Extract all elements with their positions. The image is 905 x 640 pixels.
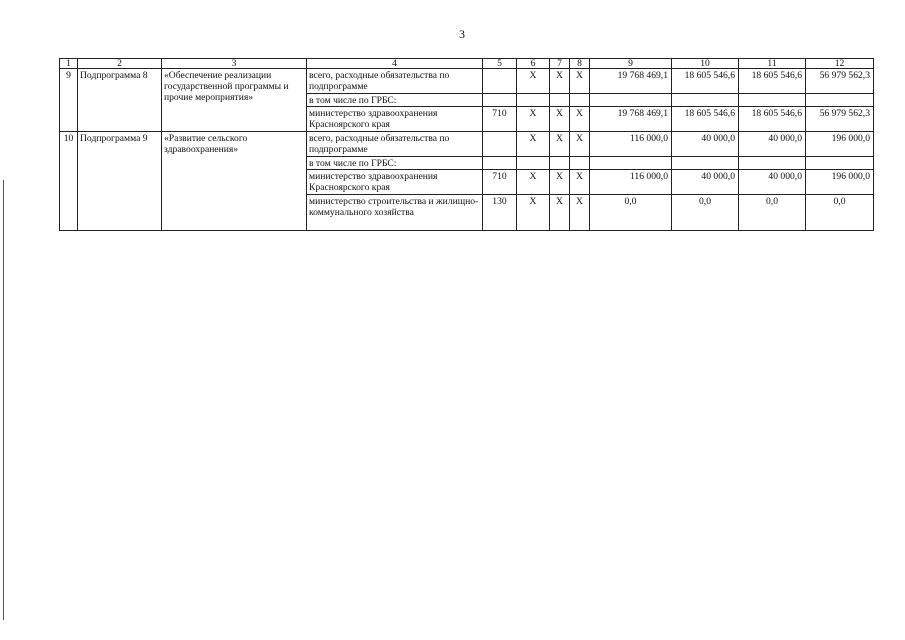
amount-cell: 0,0 (672, 195, 739, 231)
header-cell: 6 (517, 59, 550, 69)
expense-description: всего, расходные обязательства по подпрограмме (307, 132, 483, 157)
expense-description: всего, расходные обязательства по подпрограмме (307, 69, 483, 94)
code-cell: Х (570, 132, 590, 157)
page-edge-line (3, 180, 4, 620)
amount-cell: 40 000,0 (739, 170, 806, 195)
header-cell: 1 (60, 59, 78, 69)
budget-table (59, 58, 874, 231)
expense-description: министерство здравоохранения Красноярского края (307, 107, 483, 132)
row-number: 9 (60, 69, 78, 132)
code-cell: Х (517, 107, 550, 132)
code-cell: Х (550, 195, 570, 231)
amount-cell: 196 000,0 (806, 170, 874, 195)
amount-cell: 18 605 546,6 (672, 69, 739, 94)
expense-description: министерство строительства и жилищно-коммунального хозяйства (307, 195, 483, 231)
expense-description: министерство здравоохранения Красноярского края (307, 170, 483, 195)
page-number: 3 (459, 27, 465, 41)
code-cell: Х (517, 132, 550, 157)
amount-cell: 40 000,0 (739, 132, 806, 157)
row-number: 10 (60, 132, 78, 231)
code-cell: Х (570, 195, 590, 231)
header-cell: 5 (483, 59, 517, 69)
subprogram-name: Подпрограмма 9 (78, 132, 162, 231)
header-cell: 2 (78, 59, 162, 69)
header-cell: 8 (570, 59, 590, 69)
amount-cell: 56 979 562,3 (806, 107, 874, 132)
table-row (60, 69, 874, 94)
expense-description: в том числе по ГРБС: (307, 94, 483, 107)
amount-cell: 56 979 562,3 (806, 69, 874, 94)
grbs-code (483, 69, 517, 94)
table-row (60, 132, 874, 157)
amount-cell: 196 000,0 (806, 132, 874, 157)
amount-cell: 18 605 546,6 (739, 107, 806, 132)
amount-cell: 0,0 (590, 195, 672, 231)
header-cell: 11 (739, 59, 806, 69)
header-cell: 7 (550, 59, 570, 69)
header-cell: 9 (590, 59, 672, 69)
amount-cell: 18 605 546,6 (672, 107, 739, 132)
amount-cell: 19 768 469,1 (590, 107, 672, 132)
amount-cell: 40 000,0 (672, 132, 739, 157)
amount-cell: 0,0 (806, 195, 874, 231)
grbs-code: 710 (483, 170, 517, 195)
grbs-code (483, 132, 517, 157)
subprogram-name: Подпрограмма 8 (78, 69, 162, 132)
code-cell: Х (517, 195, 550, 231)
code-cell: Х (550, 170, 570, 195)
code-cell: Х (517, 170, 550, 195)
header-cell: 3 (162, 59, 307, 69)
subprogram-title: «Развитие сельского здравоохранения» (162, 132, 307, 231)
subprogram-title: «Обеспечение реализации государственной программы и прочие мероприятия» (162, 69, 307, 132)
code-cell: Х (517, 69, 550, 94)
amount-cell: 40 000,0 (672, 170, 739, 195)
code-cell: Х (550, 107, 570, 132)
grbs-code: 130 (483, 195, 517, 231)
code-cell: Х (570, 170, 590, 195)
amount-cell: 0,0 (739, 195, 806, 231)
expense-description: в том числе по ГРБС: (307, 157, 483, 170)
header-cell: 12 (806, 59, 874, 69)
code-cell: Х (550, 69, 570, 94)
table-header-row (60, 59, 874, 69)
code-cell: Х (570, 69, 590, 94)
amount-cell: 18 605 546,6 (739, 69, 806, 94)
code-cell: Х (550, 132, 570, 157)
amount-cell: 116 000,0 (590, 132, 672, 157)
header-cell: 10 (672, 59, 739, 69)
code-cell: Х (570, 107, 590, 132)
amount-cell: 116 000,0 (590, 170, 672, 195)
amount-cell: 19 768 469,1 (590, 69, 672, 94)
grbs-code: 710 (483, 107, 517, 132)
header-cell: 4 (307, 59, 483, 69)
